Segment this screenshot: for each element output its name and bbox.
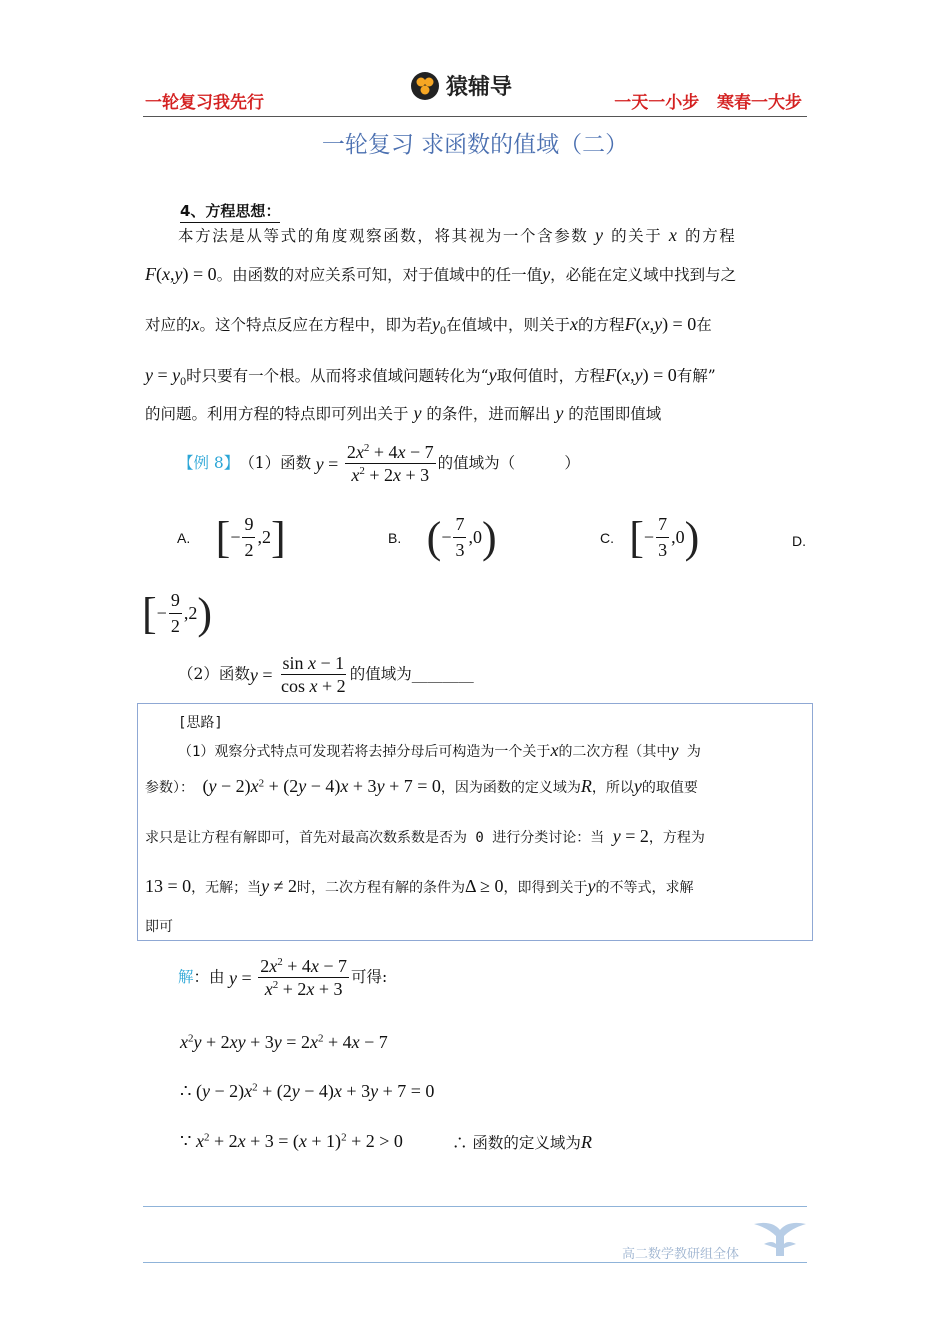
hint-line-2: 参数）： $(y - 2)x^2 + (2y - 4)x + 3y + 7 = 0$，因为函数的定义域为R，所以y的取值要: [145, 776, 698, 796]
intro-line-4: $y = y_0$时只要有一个根。从而将求值域问题转化为“y取何值时，方程F(x,y) = 0有解”: [145, 365, 716, 389]
option-b[interactable]: B. ( − $\frac{7}{3}$ ,0 ): [388, 512, 497, 562]
option-a[interactable]: A. [ − $\frac{9}{2}$ ,2 ]: [177, 512, 286, 562]
footer-divider-top: [143, 1206, 807, 1207]
solution-intro: 解 ：由 y = $\frac{2x^2 + 4x - 7}{x^2 + 2x + 3}$ 可得:: [178, 956, 388, 999]
hint-line-5: 即可: [145, 919, 173, 935]
header-divider: [143, 116, 807, 117]
solution-label: 解: [178, 967, 194, 986]
hint-line-1: （1）观察分式特点可发现若将去掉分母后可构造为一个关于x的二次方程（其中y 为: [178, 740, 701, 760]
intro-line-3: 对应的x。这个特点反应在方程中，即为若$y_0$在值域中，则关于x的方程F(x,y) = 0在: [145, 314, 712, 338]
example-label: 【例 8】: [178, 453, 240, 472]
brand-logo: [410, 70, 512, 101]
solution-step-1: $x^2y + 2xy + 3y = 2x^2 + 4x - 7$: [180, 1032, 388, 1052]
hint-label: [思路]: [178, 715, 223, 731]
intro-line-5: 的问题。利用方程的特点即可列出关于 y 的条件，进而解出 y 的范围即值域: [145, 403, 662, 423]
brand-icon: [410, 71, 440, 101]
solution-step-3: ∵ $x^2 + 2x + 3 = (x + 1)^2 + 2 > 0$: [180, 1131, 403, 1151]
header-right-slogan: 一天一小步 寒春一大步: [614, 93, 802, 113]
option-d-letter[interactable]: D.: [792, 533, 806, 549]
option-c[interactable]: C. [ − $\frac{7}{3}$ ,0 ): [600, 512, 700, 562]
footer-text: 高二数学教研组全体: [622, 1247, 740, 1262]
section-heading: 4、方程思想：: [180, 200, 280, 223]
example-question-1: 【例 8】 （1）函数 y = $\frac{2x^2 + 4x - 7}{x^2 + 2x + 3}$ 的值域为（ ）: [178, 442, 580, 485]
page-title: 一轮复习 求函数的值域（二）: [321, 132, 629, 158]
example-question-2: （2）函数 y = $\frac{\text{sin x − 1}}{\text{cos x + 2}}$ 的值域为________: [178, 653, 474, 696]
option-d[interactable]: [ − $\frac{9}{2}$ ,2 ): [142, 588, 212, 638]
solution-domain: ∴ 函数的定义域为R: [452, 1132, 592, 1152]
footer-divider-bottom: [143, 1262, 807, 1263]
hint-line-3: 求只是让方程有解即可，首先对最高次数系数是否为 0 进行分类讨论：当 y = 2，方程为: [145, 826, 705, 846]
intro-line-1: 本方法是从等式的角度观察函数，将其视为一个含参数 y 的关于 x 的方程: [178, 225, 737, 245]
brand-name: 猿辅导: [446, 75, 513, 100]
footer-logo-icon: [752, 1218, 808, 1258]
intro-line-2: F(x,y) = 0。由函数的对应关系可知，对于值域中的任一值y，必能在定义域中找到与之: [145, 264, 737, 284]
hint-line-4: 13 = 0，无解；当y ≠ 2时，二次方程有解的条件为Δ ≥ 0，即得到关于y的不等式，求解: [145, 876, 694, 896]
header-left-slogan: 一轮复习我先行: [145, 93, 264, 113]
solution-step-2: ∴ $(y - 2)x^2 + (2y - 4)x + 3y + 7 = 0$: [180, 1081, 435, 1101]
hint-box: [137, 703, 813, 941]
